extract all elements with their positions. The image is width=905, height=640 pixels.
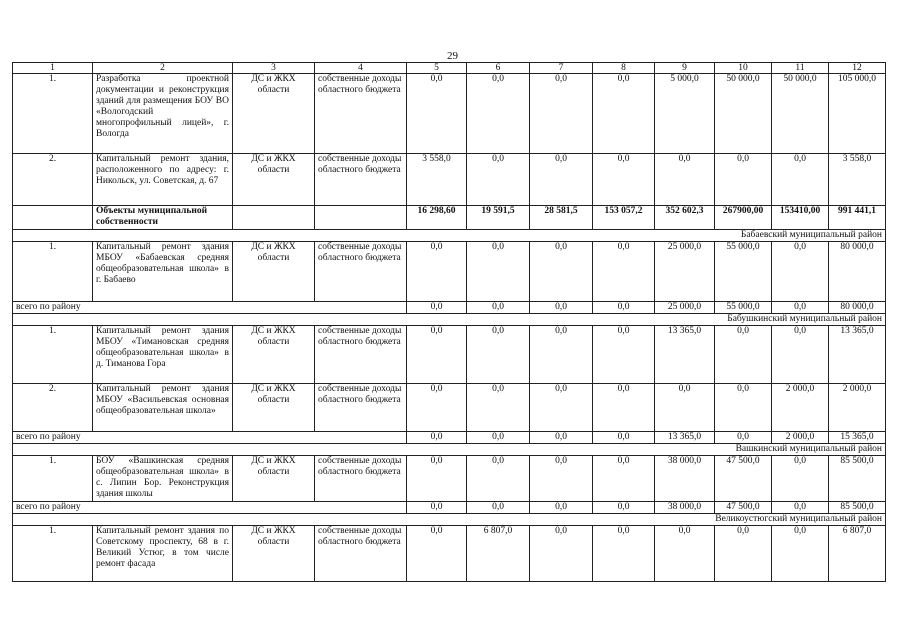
- total-amount-cell: 0,0: [530, 432, 593, 444]
- amount-cell: 0,0: [593, 242, 655, 302]
- responsible-org: ДС и ЖКХ области: [233, 526, 315, 582]
- amount-cell: 55 000,0: [715, 242, 772, 302]
- page-number: 29: [447, 50, 458, 62]
- amount-cell: 0,0: [467, 154, 530, 206]
- amount-cell: 38 000,0: [655, 456, 715, 502]
- amount-cell: 0,0: [593, 326, 655, 384]
- amount-cell: 0,0: [407, 526, 467, 582]
- amount-cell: 0,0: [407, 74, 467, 154]
- amount-cell: 0,0: [772, 456, 829, 502]
- object-description: Капитальный ремонт здания, расположенного по адресу: г. Никольск, ул. Советская, д. 67: [93, 154, 233, 206]
- column-header: 10: [715, 63, 772, 74]
- total-amount-cell: 0,0: [715, 432, 772, 444]
- row-number: 1.: [13, 242, 93, 302]
- column-header: 4: [315, 63, 407, 74]
- row-number: 2.: [13, 154, 93, 206]
- amount-cell: 25 000,0: [655, 242, 715, 302]
- total-amount-cell: 0,0: [593, 302, 655, 314]
- amount-cell: 0,0: [530, 456, 593, 502]
- object-description: БОУ «Вашкинская средняя общеобразовательная школа» в с. Липин Бор. Реконструкция здания школы: [93, 456, 233, 502]
- total-amount-cell: 0,0: [407, 502, 467, 514]
- district-total-label: всего по району: [13, 432, 407, 444]
- amount-cell: 0,0: [655, 154, 715, 206]
- amount-cell: 5 000,0: [655, 74, 715, 154]
- total-amount-cell: 0,0: [772, 302, 829, 314]
- funding-source: собственные доходы областного бюджета: [315, 242, 407, 302]
- total-amount-cell: 15 365,0: [829, 432, 886, 444]
- column-header: 11: [772, 63, 829, 74]
- district-total-label: всего по району: [13, 302, 407, 314]
- object-description: Капитальный ремонт здания по Советскому проспекту, 68 в г. Великий Устюг, в том числе ремонт фасада: [93, 526, 233, 582]
- funding-source: собственные доходы областного бюджета: [315, 326, 407, 384]
- municipal-total-label: Объекты муниципальной собственности: [93, 206, 233, 230]
- total-amount-cell: 0,0: [407, 432, 467, 444]
- amount-cell: 80 000,0: [829, 242, 886, 302]
- amount-cell: 0,0: [407, 242, 467, 302]
- budget-table: [12, 62, 886, 582]
- responsible-org: ДС и ЖКХ области: [233, 326, 315, 384]
- municipal-total-amount: 16 298,60: [407, 206, 467, 230]
- amount-cell: 50 000,0: [715, 74, 772, 154]
- municipal-total-amount: 153410,00: [772, 206, 829, 230]
- amount-cell: 85 500,0: [829, 456, 886, 502]
- amount-cell: 0,0: [593, 154, 655, 206]
- municipal-total-amount: 28 581,5: [530, 206, 593, 230]
- total-amount-cell: 0,0: [530, 502, 593, 514]
- total-amount-cell: 80 000,0: [829, 302, 886, 314]
- amount-cell: 0,0: [715, 326, 772, 384]
- amount-cell: 0,0: [467, 326, 530, 384]
- amount-cell: 6 807,0: [829, 526, 886, 582]
- table-row: [13, 154, 886, 206]
- object-description: Капитальный ремонт здания МБОУ «Тимановская средняя общеобразовательная школа» в д. Тиманова Гора: [93, 326, 233, 384]
- amount-cell: 0,0: [655, 384, 715, 432]
- district-name: Вашкинский муниципальный район: [13, 444, 886, 456]
- amount-cell: 0,0: [530, 74, 593, 154]
- amount-cell: 0,0: [467, 384, 530, 432]
- amount-cell: 2 000,0: [772, 384, 829, 432]
- column-header: 3: [233, 63, 315, 74]
- municipal-total-spacer: [315, 206, 407, 230]
- district-header-row: [13, 314, 886, 326]
- amount-cell: 0,0: [655, 526, 715, 582]
- amount-cell: 0,0: [467, 242, 530, 302]
- amount-cell: 105 000,0: [829, 74, 886, 154]
- total-amount-cell: 0,0: [467, 302, 530, 314]
- object-description: Капитальный ремонт здания МБОУ «Бабаевская средняя общеобразовательная школа» в г. Бабаево: [93, 242, 233, 302]
- table-row: [13, 242, 886, 302]
- column-header: 1: [13, 63, 93, 74]
- total-amount-cell: 55 000,0: [715, 302, 772, 314]
- object-description: Разработка проектной документации и реконструкция зданий для размещения БОУ ВО «Вологодский многопрофильный лицей», г. Вологда: [93, 74, 233, 154]
- column-header: 7: [530, 63, 593, 74]
- funding-source: собственные доходы областного бюджета: [315, 526, 407, 582]
- district-name: Бабушкинский муниципальный район: [13, 314, 886, 326]
- column-header: 12: [829, 63, 886, 74]
- municipal-total-spacer: [233, 206, 315, 230]
- row-number: 1.: [13, 456, 93, 502]
- table-row: [13, 326, 886, 384]
- district-total-row: [13, 302, 886, 314]
- funding-source: собственные доходы областного бюджета: [315, 154, 407, 206]
- municipal-total-amount: 19 591,5: [467, 206, 530, 230]
- amount-cell: 0,0: [593, 74, 655, 154]
- district-total-row: [13, 502, 886, 514]
- amount-cell: 0,0: [467, 456, 530, 502]
- responsible-org: ДС и ЖКХ области: [233, 456, 315, 502]
- responsible-org: ДС и ЖКХ области: [233, 154, 315, 206]
- table-row: [13, 384, 886, 432]
- amount-cell: 0,0: [530, 326, 593, 384]
- municipal-total-amount: 991 441,1: [829, 206, 886, 230]
- amount-cell: 0,0: [772, 326, 829, 384]
- amount-cell: 6 807,0: [467, 526, 530, 582]
- funding-source: собственные доходы областного бюджета: [315, 384, 407, 432]
- amount-cell: 0,0: [530, 384, 593, 432]
- amount-cell: 0,0: [715, 154, 772, 206]
- total-amount-cell: 25 000,0: [655, 302, 715, 314]
- row-number: 1.: [13, 526, 93, 582]
- column-header: 9: [655, 63, 715, 74]
- amount-cell: 0,0: [772, 242, 829, 302]
- total-amount-cell: 0,0: [467, 502, 530, 514]
- amount-cell: 0,0: [407, 326, 467, 384]
- total-amount-cell: 0,0: [593, 432, 655, 444]
- district-total-label: всего по району: [13, 502, 407, 514]
- amount-cell: 2 000,0: [829, 384, 886, 432]
- amount-cell: 3 558,0: [407, 154, 467, 206]
- municipal-total-spacer: [13, 206, 93, 230]
- funding-source: собственные доходы областного бюджета: [315, 74, 407, 154]
- total-amount-cell: 85 500,0: [829, 502, 886, 514]
- amount-cell: 0,0: [530, 242, 593, 302]
- total-amount-cell: 47 500,0: [715, 502, 772, 514]
- amount-cell: 0,0: [467, 74, 530, 154]
- table-row: [13, 74, 886, 154]
- district-header-row: [13, 514, 886, 526]
- amount-cell: 0,0: [530, 526, 593, 582]
- amount-cell: 0,0: [715, 384, 772, 432]
- amount-cell: 0,0: [530, 154, 593, 206]
- municipal-total-amount: 153 057,2: [593, 206, 655, 230]
- total-amount-cell: 38 000,0: [655, 502, 715, 514]
- total-amount-cell: 0,0: [593, 502, 655, 514]
- amount-cell: 3 558,0: [829, 154, 886, 206]
- funding-source: собственные доходы областного бюджета: [315, 456, 407, 502]
- amount-cell: 0,0: [772, 526, 829, 582]
- municipal-total-amount: 267900,00: [715, 206, 772, 230]
- amount-cell: 13 365,0: [655, 326, 715, 384]
- column-header: 2: [93, 63, 233, 74]
- amount-cell: 0,0: [593, 384, 655, 432]
- district-name: Бабаевский муниципальный район: [13, 230, 886, 242]
- total-amount-cell: 0,0: [530, 302, 593, 314]
- amount-cell: 0,0: [772, 154, 829, 206]
- responsible-org: ДС и ЖКХ области: [233, 384, 315, 432]
- total-amount-cell: 2 000,0: [772, 432, 829, 444]
- column-header-row: [13, 63, 886, 74]
- amount-cell: 47 500,0: [715, 456, 772, 502]
- row-number: 2.: [13, 384, 93, 432]
- district-header-row: [13, 230, 886, 242]
- column-header: 8: [593, 63, 655, 74]
- row-number: 1.: [13, 326, 93, 384]
- responsible-org: ДС и ЖКХ области: [233, 74, 315, 154]
- amount-cell: 0,0: [593, 526, 655, 582]
- amount-cell: 50 000,0: [772, 74, 829, 154]
- total-amount-cell: 0,0: [407, 302, 467, 314]
- total-amount-cell: 0,0: [467, 432, 530, 444]
- amount-cell: 0,0: [407, 456, 467, 502]
- total-amount-cell: 13 365,0: [655, 432, 715, 444]
- column-header: 6: [467, 63, 530, 74]
- column-header: 5: [407, 63, 467, 74]
- table-row: [13, 456, 886, 502]
- district-total-row: [13, 432, 886, 444]
- table-row: [13, 526, 886, 582]
- total-amount-cell: 0,0: [772, 502, 829, 514]
- amount-cell: 0,0: [407, 384, 467, 432]
- district-header-row: [13, 444, 886, 456]
- amount-cell: 0,0: [715, 526, 772, 582]
- municipal-total-amount: 352 602,3: [655, 206, 715, 230]
- row-number: 1.: [13, 74, 93, 154]
- amount-cell: 13 365,0: [829, 326, 886, 384]
- district-name: Великоустюгский муниципальный район: [13, 514, 886, 526]
- municipal-total-row: [13, 206, 886, 230]
- object-description: Капитальный ремонт здания МБОУ «Васильевская основная общеобразовательная школа»: [93, 384, 233, 432]
- responsible-org: ДС и ЖКХ области: [233, 242, 315, 302]
- amount-cell: 0,0: [593, 456, 655, 502]
